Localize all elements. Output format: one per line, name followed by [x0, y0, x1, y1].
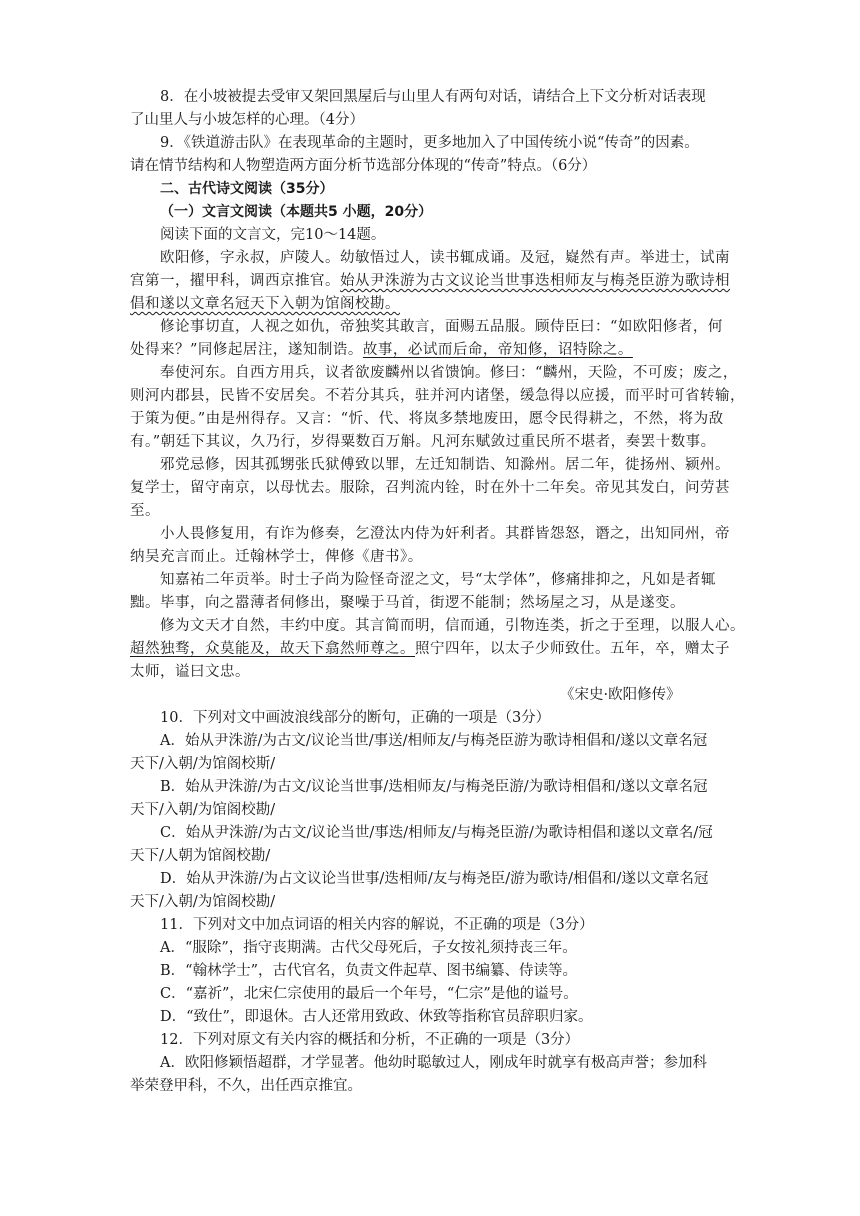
q10-option-c-cont: 天下/人朝为馆阁校勘/ [130, 848, 271, 864]
q11-option-c: C．“嘉祈”，北宋仁宗使用的最后一个年号，“仁宗”是他的谥号。 [160, 986, 578, 1002]
section-heading: 二、古代诗文阅读（35分） [160, 181, 334, 197]
q10-option-d-cont: 天下/入朝/为馆阁校勘/ [130, 894, 276, 910]
passage-line: 纳吴充言而止。迁翰林学士，俾修《唐书》。 [130, 549, 423, 565]
q11-option-b: B．“翰林学士”，古代官名，负责文件起草、图书编纂、侍读等。 [160, 963, 577, 979]
wavy-underlined-text: 倡和遂以文章名冠天下入朝为馆阁校勘。 [130, 296, 400, 312]
passage-line [130, 270, 730, 292]
passage-line: 复学士，留守南京，以母忧去。服除，召判流内铨，时在外十二年矣。帝见其发白，问劳甚 [130, 480, 730, 496]
underlined-text: 故事，必试而后命，帝知修，诏特除之。 [362, 342, 633, 358]
q8-line2: 了山里人与小坡怎样的心理。（4分） [130, 112, 364, 128]
passage-line: 修论事切直，人视之如仇，帝独奖其敢言，面赐五品服。顾侍臣曰：“如欧阳修者，何 [160, 319, 723, 335]
passage-line: 欧阳修，字永叔，庐陵人。幼敏悟过人，读书辄成诵。及冠，嶷然有声。举进士，试南 [160, 250, 730, 266]
source-citation: 《宋史·欧阳修传》 [560, 687, 681, 703]
passage-line: 则河内郡县，民皆不安居矣。不若分其兵，驻并河内诸堡，缓急得以应援，而平时可省转输， [130, 388, 745, 404]
q10-stem: 10．下列对文中画波浪线部分的断句，正确的一项是（3分） [160, 710, 551, 726]
passage-line: 至。 [130, 503, 160, 519]
passage-text: 处得来？”同修起居注，遂知制诰。 [130, 342, 363, 358]
q10-option-c: C．始从尹洙游/为古文/议论当世/事迭/相师友/与梅尧臣游/为歌诗相倡和遂以文章名/冠 [160, 825, 713, 841]
q11-stem: 11．下列对文中加点词语的相关内容的解说，不正确的项是（3分） [160, 917, 594, 933]
passage-line [130, 339, 633, 361]
q9-line1: 9．《铁道游击队》在表现革命的主题时，更多地加入了中国传统小说“传奇”的因素。 [160, 135, 699, 151]
q12-option-a: A．欧阳修颖悟超群，才学显著。他幼时聪敏过人，刚成年时就享有极高声誉；参加科 [160, 1055, 707, 1071]
q9-line2: 请在情节结构和人物塑造两方面分析节选部分体现的“传奇”特点。（6分） [130, 158, 597, 174]
passage-line: 有。”朝廷下其议，久乃行，岁得粟数百万斛。凡河东赋敛过重民所不堪者，奏罢十数事。 [130, 434, 716, 450]
q11-option-d: D．“致仕”，即退休。古人还常用致政、休致等指称官员辞职归家。 [160, 1009, 593, 1025]
wavy-underlined-text: 始从尹洙游为古文议论当世事迭相师友与梅尧臣游为歌诗相 [340, 273, 730, 289]
reading-instruction: 阅读下面的文言文，完10～14题。 [160, 227, 386, 243]
q10-option-d: D．始从尹洙游/为占文议论当世事/迭相师/友与梅尧臣/游为歌诗/相倡和/遂以文章名冠 [160, 871, 709, 887]
passage-text: 照宁四年，以太子少师致仕。五年，卒，赠太子 [415, 641, 730, 657]
q11-option-a: A．“服除”，指守丧期满。古代父母死后，子女按礼须持丧三年。 [160, 940, 577, 956]
passage-line: 知嘉祐二年贡举。时士子尚为险怪奇涩之文，号“太学体”，修痛排抑之，凡如是者辄 [160, 572, 716, 588]
q10-option-a-cont: 天下/入朝/为馆阁校斯/ [130, 756, 276, 772]
q12-option-a-cont: 举荣登甲科，不久，出任西京推宜。 [130, 1078, 362, 1094]
q12-stem: 12．下列对原文有关内容的概括和分析，不正确的一项是（3分） [160, 1032, 580, 1048]
passage-text: 宫第一，擢甲科，调西京推官。 [130, 273, 340, 289]
underlined-text: 超然独骛，众莫能及，故天下翕然师尊之。 [130, 641, 415, 657]
passage-line: 邪党忌修，因其孤甥张氏狱傅致以罪，左迁知制诰、知滁州。居二年，徙扬州、颍州。 [160, 457, 730, 473]
passage-line: 太师，谥曰文忠。 [130, 664, 250, 680]
passage-line: 修为文天才自然，丰约中度。其言简而明，信而通，引物连类，折之于至理，以服人心。 [160, 618, 745, 634]
passage-line [130, 638, 730, 660]
q10-option-a: A．始从尹洙游/为古文/议论当世/事送/相师友/与梅尧臣游为歌诗相倡和/遂以文章名冠 [160, 733, 708, 749]
q10-option-b: B．始从尹洙游/为古文/议论当世事/迭相师友/与梅尧臣游/为歌诗相倡和/遂以文章名冠 [160, 779, 708, 795]
passage-line: 黜。毕事，向之嚣薄者伺修出，聚噪于马首，街逻不能制；然场屋之习，从是遂变。 [130, 595, 685, 611]
passage-line: 奉使河东。自西方用兵，议者欲废麟州以省馈饷。修曰：“麟州，天险，不可废；废之， [160, 365, 738, 381]
q8-line1: 8．在小坡被提去受审又架回黑屋后与山里人有两句对话，请结合上下文分析对话表现 [160, 89, 706, 105]
passage-line: 于策为便。”由是州得存。又言：“忻、代、将岚多禁地废田，愿令民得耕之，不然，将为敌 [130, 411, 724, 427]
q10-option-b-cont: 天下/入朝/为馆阁校勘/ [130, 802, 276, 818]
passage-line: 小人畏修复用，有诈为修奏，乞澄汰内侍为奸利者。其群皆怨怒，谮之，出知同州，帝 [160, 526, 730, 542]
subsection-heading: （一）文言文阅读（本题共5 小题，20分） [160, 204, 433, 220]
